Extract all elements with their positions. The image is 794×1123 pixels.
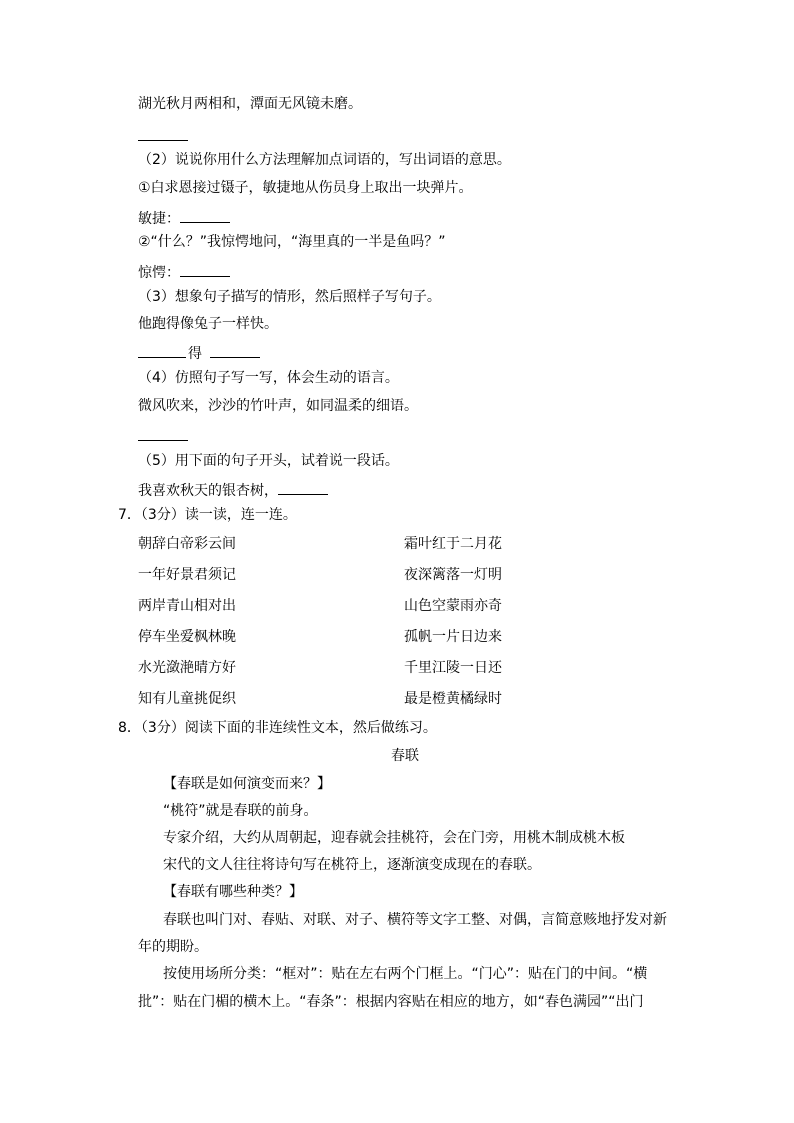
answer-blank <box>138 424 188 447</box>
sub5-start: 我喜欢秋天的银杏树， <box>138 483 278 499</box>
sub3-example: 他跑得像兔子一样快。 <box>138 316 278 332</box>
q7-left-item: 一年好景君须记 <box>138 567 236 583</box>
q7-right-item: 霜叶红于二月花 <box>404 536 502 552</box>
answer-blank <box>210 341 260 358</box>
sub4-title: （4）仿照句子写一写，体会生动的语言。 <box>138 370 399 386</box>
q7-title: 7．（3分）读一读，连一连。 <box>118 507 297 523</box>
answer-blank <box>180 260 230 277</box>
paragraph: 专家介绍，大约从周朝起，迎春就会挂桃符，会在门旁，用桃木制成桃木板 <box>163 830 625 846</box>
paragraph: 宋代的文人往往将诗句写在桃符上，逐渐演变成现在的春联。 <box>163 857 541 873</box>
q7-left-item: 朝辞白帝彩云间 <box>138 536 236 552</box>
q7-right-item: 山色空蒙雨亦奇 <box>404 598 502 614</box>
q7-left-item: 水光潋滟晴方好 <box>138 660 236 676</box>
sub2-sentence-1: ①白求恩接过镊子，敏捷地从伤员身上取出一块弹片。 <box>138 180 473 196</box>
sub2-sentence-2: ②“什么？”我惊愕地问，“海里真的一半是鱼吗？” <box>138 234 446 250</box>
sub2-title: （2）说说你用什么方法理解加点词语的，写出词语的意思。 <box>138 152 511 168</box>
q7-right-item: 夜深篱落一灯明 <box>404 567 502 583</box>
section-title: 【春联有哪些种类？】 <box>163 884 303 900</box>
sub5-title: （5）用下面的句子开头，试着说一段话。 <box>138 453 399 469</box>
paragraph: 春联也叫门对、春贴、对联、对子、横符等文字工整、对偶，言简意赅地抒发对新 <box>163 912 667 928</box>
q7-left-item: 两岸青山相对出 <box>138 598 236 614</box>
sub4-example: 微风吹来，沙沙的竹叶声，如同温柔的细语。 <box>138 398 418 414</box>
word-label: 惊愕： <box>138 265 180 281</box>
q7-right-item: 千里江陵一日还 <box>404 660 502 676</box>
answer-blank <box>278 478 328 495</box>
q7-right-item: 最是橙黄橘绿时 <box>404 691 502 707</box>
answer-blank <box>180 206 230 223</box>
sub3-title: （3）想象句子描写的情形，然后照样子写句子。 <box>138 289 441 305</box>
word-label: 敏捷： <box>138 211 180 227</box>
sub5-answer <box>138 478 328 501</box>
sub2-word-1 <box>138 206 230 229</box>
paragraph: 按使用场所分类：“框对”：贴在左右两个门框上。“门心”：贴在门的中间。“横 <box>163 966 648 982</box>
q7-left-item: 知有儿童挑促织 <box>138 691 236 707</box>
sub3-answer <box>138 341 260 364</box>
sub2-word-2 <box>138 260 230 283</box>
q8-title: 8．（3分）阅读下面的非连续性文本，然后做练习。 <box>118 720 437 736</box>
de-char: 得 <box>188 346 202 362</box>
q7-right-item: 孤帆一片日边来 <box>404 629 502 645</box>
section-title: 【春联是如何演变而来？】 <box>163 776 331 792</box>
answer-blank <box>138 341 186 358</box>
q7-left-item: 停车坐爱枫林晚 <box>138 629 236 645</box>
passage-heading: 春联 <box>391 748 419 764</box>
answer-blank <box>138 124 188 147</box>
poem-line: 湖光秋月两相和，潭面无风镜未磨。 <box>138 96 362 112</box>
paragraph: “桃符”就是春联的前身。 <box>163 803 318 819</box>
paragraph: 批”：贴在门楣的横木上。“春条”：根据内容贴在相应的地方，如“春色满园”“出门 <box>138 994 644 1010</box>
paragraph: 年的期盼。 <box>138 939 208 955</box>
